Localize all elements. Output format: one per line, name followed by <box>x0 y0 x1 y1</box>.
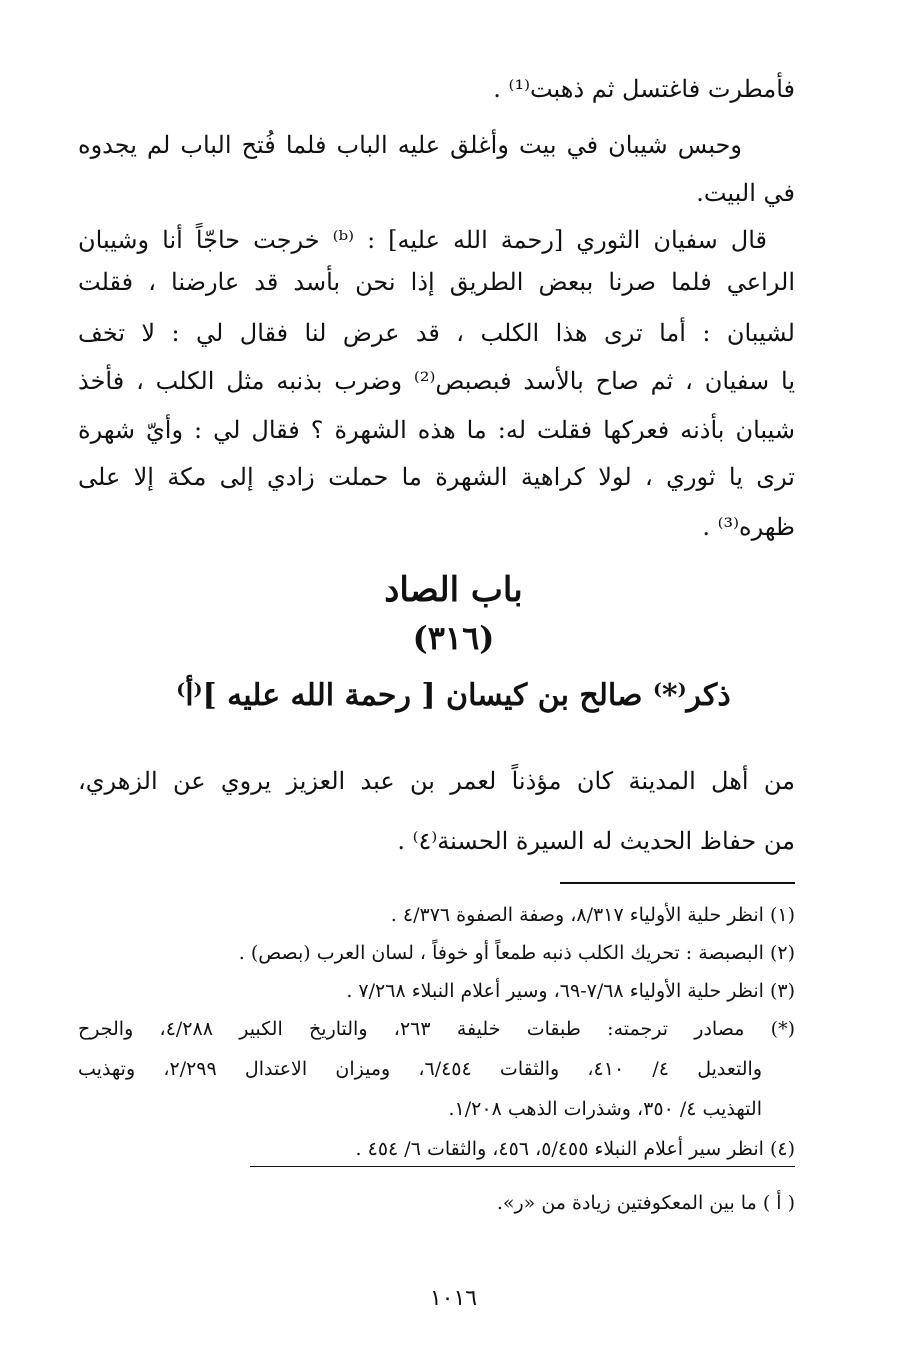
page-number: ١٠١٦ <box>429 1286 478 1311</box>
footnote-sources-line-1: (*) مصادر ترجمته: طبقات خليفة ٢٦٣، والتاريخ الكبير ٤/٢٨٨، والجرح <box>78 1018 795 1040</box>
footnote-a: ( أ ) ما بين المعكوفتين زيادة من «ر». <box>496 1192 795 1214</box>
footnote-separator <box>560 882 795 884</box>
footnote-sources-line-2: والتعديل ٤/ ٤١٠، والثقات ٦/٤٥٤، وميزان الاعتدال ٢/٢٩٩، وتهذيب <box>78 1058 762 1080</box>
body-line-10: ظهره⁽³⁾ . <box>702 513 795 541</box>
body-line-2: وحبس شيبان في بيت وأغلق عليه الباب فلما فُتح الباب لم يجدوه <box>78 131 742 159</box>
footnote-3: (٣) انظر حلية الأولياء ٧/٦٨-٦٩، وسير أعلام النبلاء ٧/٢٦٨ . <box>346 980 795 1002</box>
footnote-bottom-rule <box>250 1166 795 1167</box>
footnote-1: (١) انظر حلية الأولياء ٨/٣١٧، وصفة الصفوة ٤/٣٧٦ . <box>390 904 795 926</box>
body-line-9: ترى يا ثوري ، لولا كراهية الشهرة ما حملت زادي إلى مكة إلا على <box>78 463 795 491</box>
footnote-4: (٤) انظر سير أعلام النبلاء ٥/٤٥٥، ٤٥٦، والثقات ٦/ ٤٥٤ . <box>355 1138 795 1160</box>
body-line-8: شيبان بأذنه فعركها فقلت له: ما هذه الشهرة ؟ فقال لي : وأيّ شهرة <box>78 416 796 444</box>
body-line-4: قال سفيان الثوري [رحمة الله عليه] : ⁽ᵇ⁾ خرجت حاجّاً أنا وشيبان <box>78 226 768 254</box>
footnote-2: (٢) البصبصة : تحريك الكلب ذنبه طمعاً أو خوفاً ، لسان العرب (بصص) . <box>238 942 795 964</box>
body-line-6: لشيبان : أما ترى هذا الكلب ، قد عرض لنا فقال لي : لا تخف <box>78 319 795 347</box>
bio-line-2: من حفاظ الحديث له السيرة الحسنة⁽٤⁾ . <box>397 827 795 855</box>
body-line-7: يا سفيان ، ثم صاح بالأسد فبصبص⁽²⁾ وضرب بذنبه مثل الكلب ، فأخذ <box>78 367 796 395</box>
footnote-sources-line-3: التهذيب ٤/ ٣٥٠، وشذرات الذهب ١/٢٠٨. <box>448 1098 762 1120</box>
body-line-3: في البيت. <box>696 179 795 207</box>
body-line-1: فأمطرت فاغتسل ثم ذهبت⁽¹⁾ . <box>493 75 795 103</box>
body-line-5: الراعي فلما صرنا ببعض الطريق إذا نحن بأسد قد عارضنا ، فقلت <box>78 268 795 296</box>
chapter-title: باب الصاد <box>384 570 523 610</box>
entry-title: ذكر⁽*⁾ صالح بن كيسان [ رحمة الله عليه ]⁽أ⁾ <box>176 678 731 713</box>
bio-line-1: من أهل المدينة كان مؤذناً لعمر بن عبد العزيز يروي عن الزهري، <box>78 767 795 795</box>
entry-number: (٣١٦) <box>412 619 495 657</box>
